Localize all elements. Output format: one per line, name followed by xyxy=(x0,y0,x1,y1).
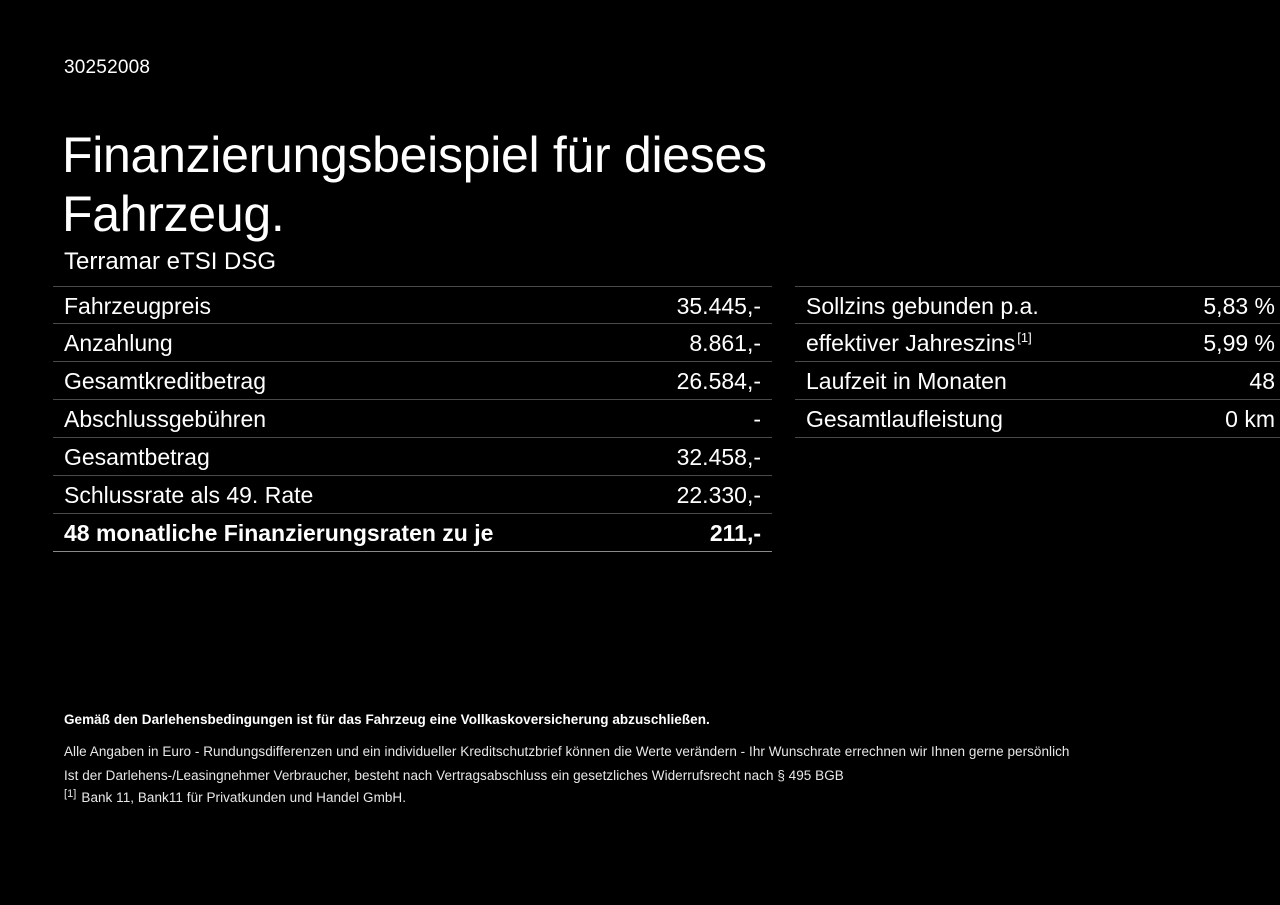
legal-insurance-note: Gemäß den Darlehensbedingungen ist für das Fahrzeug eine Vollkaskoversicherung abzuschließen. xyxy=(64,712,710,727)
row-value: 8.861,- xyxy=(689,330,761,356)
row-label xyxy=(806,400,1003,438)
row-label: Abschlussgebühren xyxy=(64,406,267,432)
footnote-bank xyxy=(64,787,407,805)
row-label: Anzahlung xyxy=(64,330,173,356)
row-value: 35.445,- xyxy=(676,293,761,319)
footnote-text: Bank 11, Bank11 für Privatkunden und Handel GmbH. xyxy=(81,790,407,805)
row-label: Fahrzeugpreis xyxy=(64,293,212,319)
table-row xyxy=(53,438,772,476)
row-label xyxy=(806,362,1007,400)
row-value: 32.458,- xyxy=(676,444,761,470)
reference-id: 30252008 xyxy=(64,57,151,78)
row-value: 48 xyxy=(1249,368,1275,394)
row-label xyxy=(806,287,1039,325)
row-label-text: Gesamtlaufleistung xyxy=(806,406,1003,432)
table-row xyxy=(53,362,772,400)
vehicle-name: Terramar eTSI DSG xyxy=(64,248,277,275)
table-row xyxy=(53,286,772,324)
row-label-text: Sollzins gebunden p.a. xyxy=(806,293,1039,319)
table-row xyxy=(53,476,772,514)
legal-line-1: Alle Angaben in Euro - Rundungsdifferenzen und ein individueller Kreditschutzbrief können die Werte verändern - Ihr Wunschrate errechnen wir Ihnen gerne persönlich xyxy=(64,744,1070,759)
table-row xyxy=(795,324,1280,362)
footnote-marker: [1] xyxy=(1017,330,1032,346)
footnote-marker: [1] xyxy=(64,787,77,800)
table-row xyxy=(795,286,1280,324)
row-label: 48 monatliche Finanzierungsraten zu je xyxy=(64,520,494,546)
legal-notes xyxy=(64,712,1224,788)
row-value: 0 km xyxy=(1225,406,1275,432)
table-row xyxy=(53,324,772,362)
finance-table-right xyxy=(795,286,1280,438)
row-label-text: effektiver Jahreszins xyxy=(806,330,1016,356)
table-row xyxy=(795,362,1280,400)
table-row xyxy=(53,400,772,438)
row-value: 5,83 % xyxy=(1203,293,1275,319)
legal-line-2: Ist der Darlehens-/Leasingnehmer Verbraucher, besteht nach Vertragsabschluss ein gesetzliches Widerrufsrecht nach § 495 BGB xyxy=(64,768,844,783)
page-title: Finanzierungsbeispiel für dieses Fahrzeug. xyxy=(62,126,767,242)
row-value: - xyxy=(753,406,761,432)
finance-table-left xyxy=(53,286,772,552)
row-label: Gesamtbetrag xyxy=(64,444,210,470)
row-label xyxy=(806,324,1032,362)
row-value: 5,99 % xyxy=(1203,330,1275,356)
table-row-monthly-rate xyxy=(53,514,772,552)
row-label-text: Laufzeit in Monaten xyxy=(806,368,1007,394)
row-label: Schlussrate als 49. Rate xyxy=(64,482,314,508)
row-value: 26.584,- xyxy=(676,368,761,394)
row-value: 211,- xyxy=(709,520,761,546)
table-row xyxy=(795,400,1280,438)
row-label: Gesamtkreditbetrag xyxy=(64,368,266,394)
row-value: 22.330,- xyxy=(676,482,761,508)
